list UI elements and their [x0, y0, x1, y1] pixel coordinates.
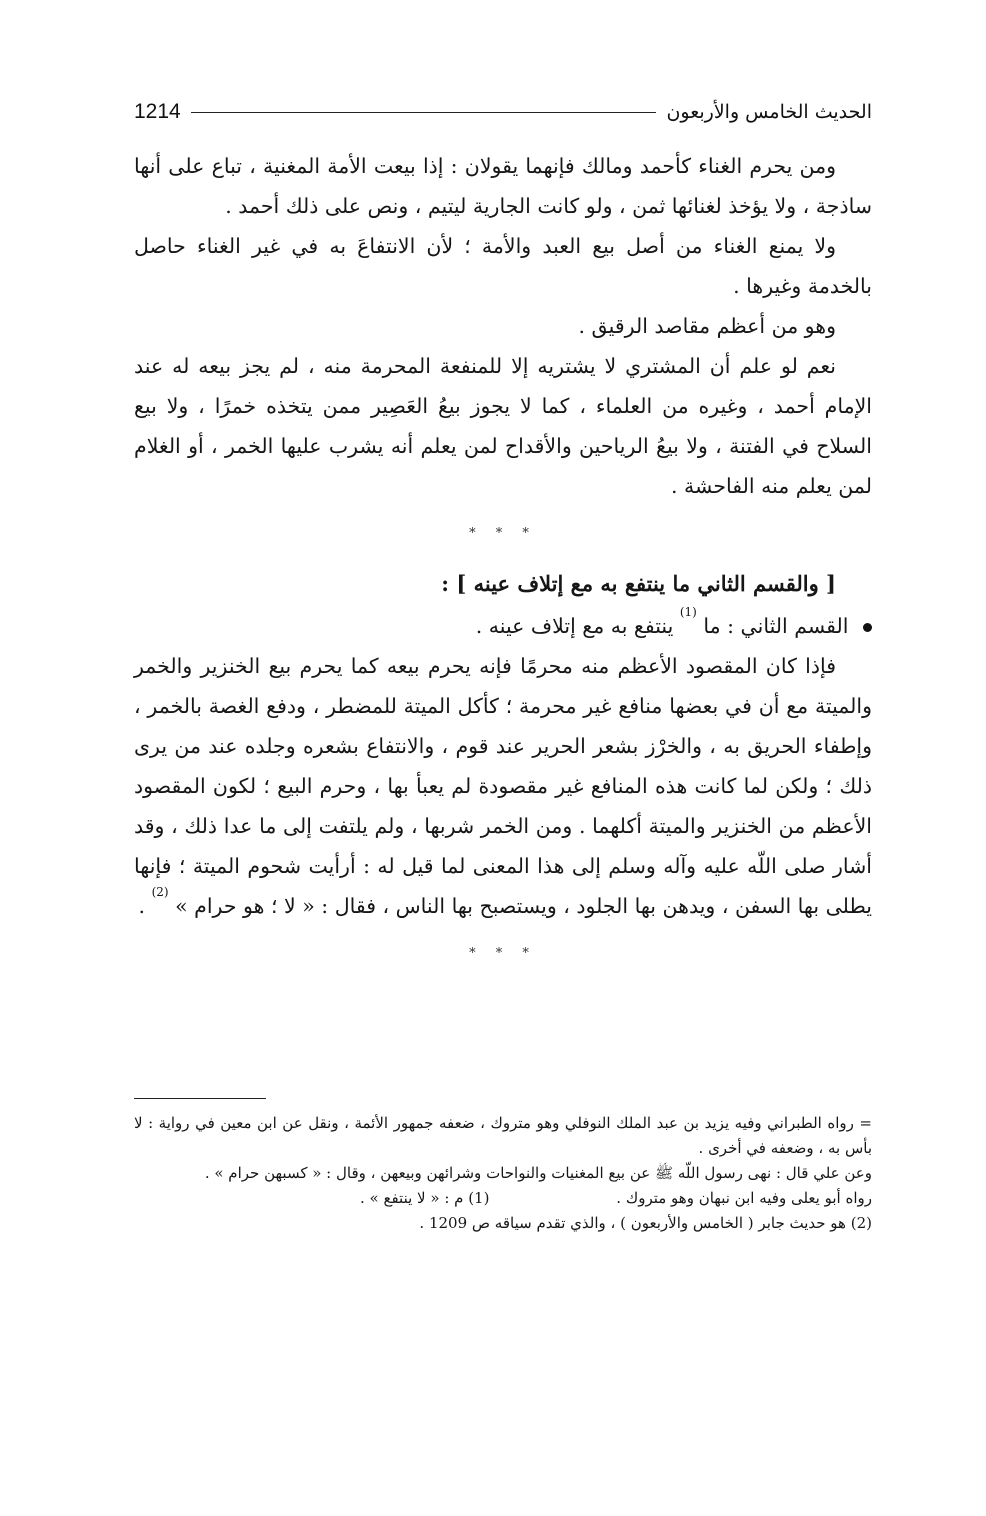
footnote-text: رواه أبو يعلى وفيه ابن نبهان وهو متروك . — [616, 1189, 872, 1207]
section-separator: * * * — [469, 946, 537, 961]
paragraph-end: . — [138, 894, 146, 918]
footnote-ref[interactable]: (1) — [679, 605, 697, 619]
footnote-row — [134, 1186, 872, 1211]
paragraph: نعم لو علم أن المشتري لا يشتريه إلا للمنفعة المحرمة منه ، لم يجز بيعه له عند الإمام أحمد ، وغيره من العلماء ، كما لا يجوز بيعُ العَصِير ممن يتخذه خمرًا ، ولا بيع السلاح في الفتنة ، ولا بيعُ الرياحين والأقداح لمن يعلم أنه يشرب عليها الخمر ، أو الغلام لمن يعلم منه الفاحشة . — [134, 354, 872, 498]
bullet-text: القسم الثاني : ما — [703, 614, 849, 638]
footnotes — [134, 1098, 872, 1236]
bullet-icon — [863, 623, 872, 632]
section-separator: * * * — [469, 526, 537, 541]
header-rule — [191, 112, 657, 113]
footnote-1: (1) م : « لا ينتفع » . — [360, 1189, 490, 1207]
paragraph-text: فإذا كان المقصود الأعظم منه محرمًا فإنه يحرم بيعه كما يحرم بيع الخنزير والخمر والميتة مع أن في بعضها منافع غير محرمة ؛ كأكل الميتة للمضطر ، ودفع الغصة بالخمر ، وإطفاء الحريق به ، والخرْز بشعر الحرير عند قوم ، والانتفاع بشعره وجلده عند من يرى ذلك ؛ ولكن لما كانت هذه المنافع غير مقصودة لم يعبأ بها ، وحرم البيع ؛ لكون المقصود الأعظم من الخنزير والميتة أكلهما . ومن الخمر شربها ، ولم يلتفت إلى ما عدا ذلك ، وقد أشار صلى اللّه عليه وآله وسلم إلى هذا المعنى لما قيل له : أرأيت شحوم الميتة ؛ فإنها يطلى بها السفن ، ويدهن بها الجلود ، ويستصبح بها الناس ، فقال : « لا ؛ هو حرام » — [134, 654, 872, 918]
paragraph: وهو من أعظم مقاصد الرقيق . — [578, 314, 836, 338]
footnote-continuation: = رواه الطبراني وفيه يزيد بن عبد الملك النوفلي وهو متروك ، ضعفه جمهور الأئمة ، ونقل عن ابن معين في رواية : لا بأس به ، وضعفه في أخرى . — [134, 1114, 872, 1157]
paragraph — [134, 646, 872, 926]
running-header — [134, 92, 872, 132]
footnote-ref[interactable]: (2) — [151, 885, 169, 899]
main-text — [134, 146, 872, 974]
footnote-text: وعن علي قال : نهى رسول اللّه ﷺ عن بيع المغنيات والنواحات وشرائهن وبيعهن ، وقال : « كسبهن حرام » . — [204, 1164, 872, 1182]
section-heading: [ والقسم الثاني ما ينتفع به مع إتلاف عينه ] : — [441, 571, 836, 596]
page-number: 1214 — [134, 100, 181, 123]
paragraph: ولا يمنع الغناء من أصل بيع العبد والأمة ؛ لأن الانتفاعَ به في غير الغناء حاصل بالخدمة وغيرها . — [134, 234, 872, 298]
paragraph: ومن يحرم الغناء كأحمد ومالك فإنهما يقولان : إذا بيعت الأمة المغنية ، تباع على أنها ساذجة ، ولا يؤخذ لغنائها ثمن ، ولو كانت الجارية ليتيم ، ونص على ذلك أحمد . — [134, 154, 872, 218]
bullet-paragraph — [134, 606, 872, 646]
bullet-text: ينتفع به مع إتلاف عينه . — [475, 614, 674, 638]
running-title: الحديث الخامس والأربعون — [666, 101, 872, 123]
footnote-2: (2) هو حديث جابر ( الخامس والأربعون ) ، والذي تقدم سياقه ص 1209 . — [419, 1214, 872, 1232]
